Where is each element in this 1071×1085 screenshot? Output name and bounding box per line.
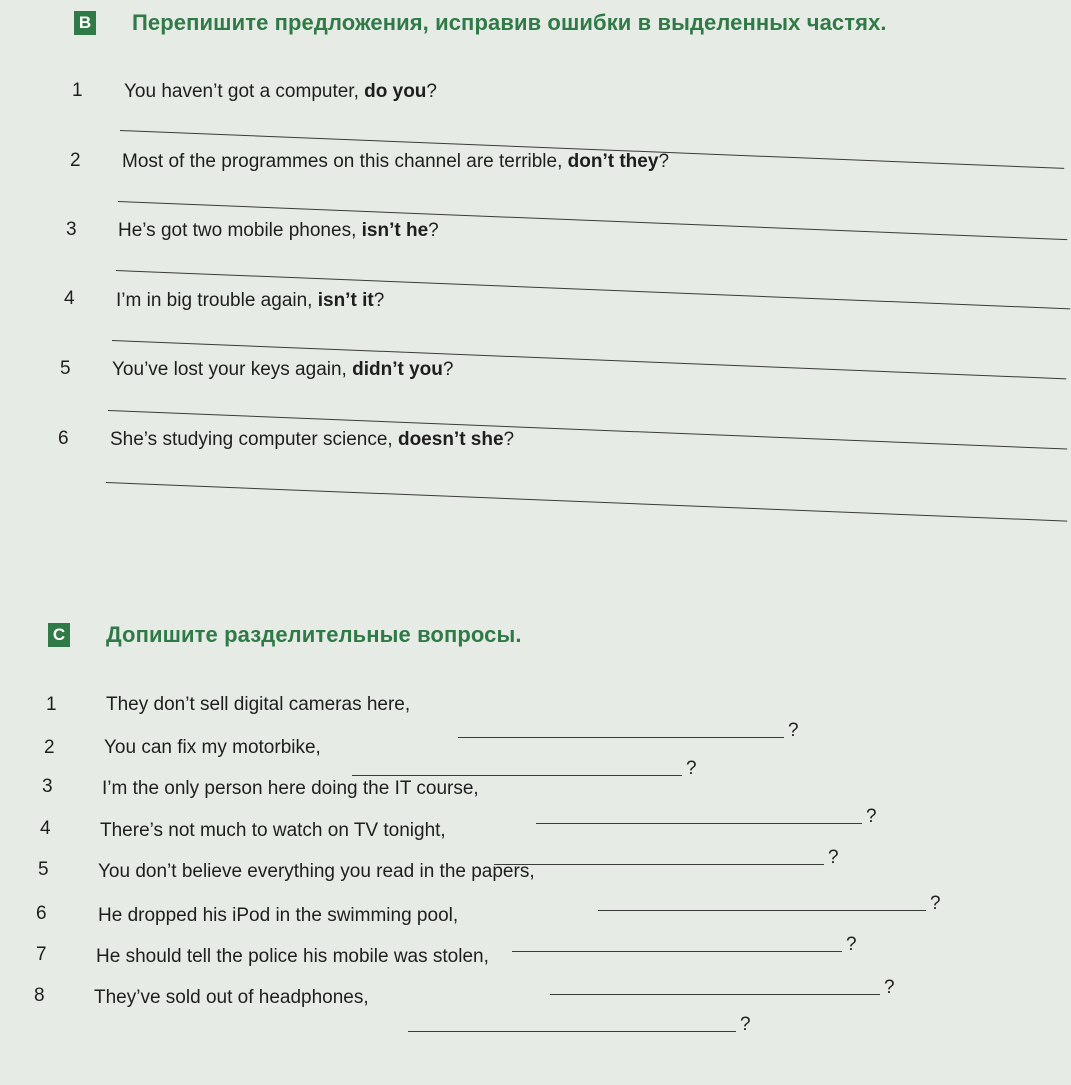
c-item-2-number: 2 [44, 737, 55, 758]
b-item-5-sentence [112, 359, 453, 381]
b-item-6-end: ? [503, 429, 515, 450]
b-item-3-sentence [118, 220, 439, 242]
c-item-2-question-mark: ? [686, 758, 697, 779]
c-item-3-question-mark: ? [866, 806, 877, 827]
c-item-4-number: 4 [40, 818, 51, 839]
b-item-6-text: She’s studying computer science, [110, 429, 398, 450]
c-item-7-answer-line[interactable] [550, 994, 880, 995]
section-c-header [48, 622, 522, 648]
b-item-6-tag: doesn’t she [397, 429, 504, 450]
c-item-7-number: 7 [36, 944, 47, 965]
section-b-heading: Перепишите предложения, исправив ошибки в выделенных частях. [132, 10, 887, 35]
b-item-1-text: You haven’t got a computer, [124, 81, 365, 102]
b-item-2-number: 2 [70, 150, 81, 171]
c-item-3-answer-line[interactable] [536, 823, 862, 824]
c-item-1-text: They don’t sell digital cameras here, [106, 694, 411, 715]
c-item-1-number: 1 [46, 694, 57, 715]
b-item-5-tag: didn’t you [352, 359, 443, 380]
c-item-5-number: 5 [38, 859, 49, 880]
b-item-1-end: ? [426, 81, 437, 102]
c-item-3-number: 3 [42, 776, 53, 797]
b-item-4-number: 4 [64, 288, 75, 309]
b-item-2-text: Most of the programmes on this channel are terrible, [122, 151, 568, 172]
c-item-6-text: He dropped his iPod in the swimming pool, [98, 905, 459, 926]
b-item-1-tag: do you [364, 81, 427, 102]
c-item-3-text: I’m the only person here doing the IT course, [102, 778, 479, 799]
b-item-5-text: You’ve lost your keys again, [112, 359, 353, 380]
c-item-6-answer-line[interactable] [512, 951, 842, 952]
b-item-6-number: 6 [58, 428, 69, 449]
b-item-2-tag: don’t they [567, 151, 659, 172]
b-item-1-number: 1 [72, 80, 83, 101]
c-item-7-question-mark: ? [884, 977, 895, 998]
b-item-4-tag: isn’t it [317, 290, 374, 311]
section-b-badge: B [74, 11, 96, 35]
c-item-6-number: 6 [36, 903, 47, 924]
c-item-4-question-mark: ? [828, 847, 839, 868]
c-item-1-answer-line[interactable] [458, 737, 784, 738]
b-item-1-sentence [124, 81, 437, 103]
b-item-5-number: 5 [60, 358, 71, 379]
b-item-2-sentence [122, 151, 669, 173]
b-item-5-end: ? [442, 359, 454, 380]
c-item-5-text: You don’t believe everything you read in the papers, [98, 861, 535, 882]
b-item-6-answer-line[interactable] [106, 482, 1067, 522]
section-c-badge: C [48, 623, 70, 647]
c-item-1-question-mark: ? [788, 720, 799, 741]
b-item-3-end: ? [428, 220, 439, 241]
b-item-4-text: I’m in big trouble again, [116, 290, 318, 311]
b-item-3-number: 3 [66, 219, 77, 240]
b-item-4-end: ? [373, 290, 385, 311]
c-item-2-answer-line[interactable] [352, 775, 682, 776]
c-item-6-question-mark: ? [846, 934, 857, 955]
c-item-4-text: There’s not much to watch on TV tonight, [100, 820, 446, 841]
section-c-heading: Допишите разделительные вопросы. [106, 622, 522, 647]
c-item-5-question-mark: ? [930, 893, 941, 914]
section-b-header [74, 10, 887, 36]
c-item-8-text: They’ve sold out of headphones, [94, 987, 369, 1008]
c-item-8-question-mark: ? [740, 1014, 751, 1035]
c-item-8-answer-line[interactable] [408, 1031, 736, 1032]
b-item-6-sentence [110, 429, 514, 451]
c-item-4-answer-line[interactable] [494, 864, 824, 865]
b-item-3-tag: isn’t he [361, 220, 429, 241]
b-item-3-text: He’s got two mobile phones, [118, 220, 362, 241]
c-item-8-number: 8 [34, 985, 45, 1006]
b-item-4-sentence [116, 290, 384, 312]
c-item-7-text: He should tell the police his mobile was stolen, [96, 946, 489, 967]
c-item-5-answer-line[interactable] [598, 910, 926, 911]
c-item-2-text: You can fix my motorbike, [104, 737, 321, 758]
b-item-2-end: ? [658, 151, 670, 172]
